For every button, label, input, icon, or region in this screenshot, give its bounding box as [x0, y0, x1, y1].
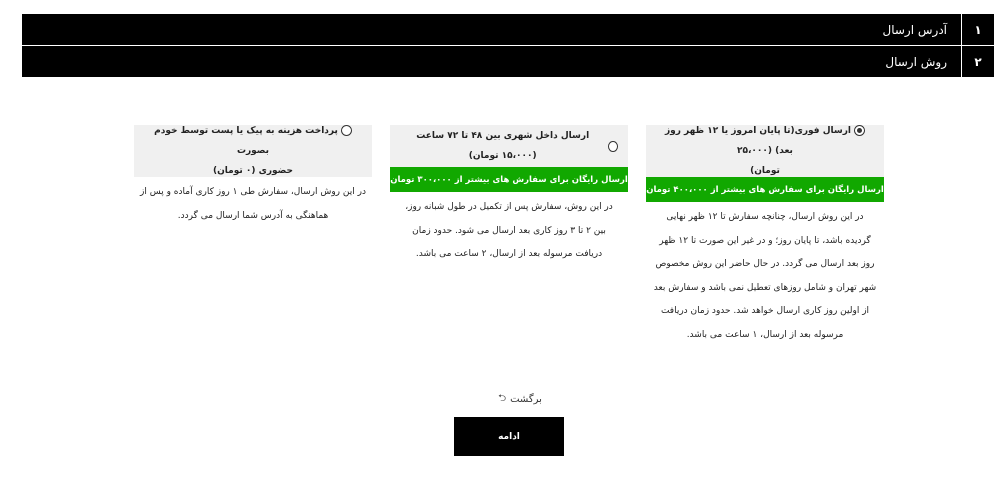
- option-title-line1: ارسال فوری(تا پایان امروز یا ۱۲ ظهر روز بعد) (۲۵،۰۰۰: [664, 126, 852, 156]
- radio-checked-icon[interactable]: [854, 125, 865, 136]
- description-line: دریافت مرسوله بعد از ارسال، ۲ ساعت می باشد.: [415, 249, 603, 259]
- description-line: بین ۲ تا ۳ روز کاری بعد ارسال می شود. حدود زمان: [412, 225, 606, 236]
- description-line: در این روش، سفارش پس از تکمیل در طول شبانه روز،: [405, 202, 613, 212]
- option-header[interactable]: [390, 125, 628, 167]
- shipping-option-intracity[interactable]: [390, 125, 628, 345]
- description-line: از اولین روز کاری ارسال خواهد شد. حدود زمان دریافت: [660, 306, 870, 316]
- description-line: گردیده باشد، تا پایان روز؛ و در غیر این صورت تا ۱۲ ظهر: [659, 235, 871, 246]
- back-label: برگشت: [510, 393, 542, 405]
- shipping-options: [134, 125, 884, 345]
- description-line: روز بعد ارسال می گردد. در حال حاضر این روش مخصوص: [655, 259, 875, 269]
- description-line: در این روش ارسال، سفارش طی ۱ روز کاری آماده و پس از: [140, 187, 366, 197]
- radio-unchecked-icon[interactable]: [608, 141, 618, 152]
- option-title-line1: پرداخت هزینه به پیک یا پست توسط خودم بصورت: [154, 126, 338, 156]
- return-arrow-icon: ⮌: [498, 392, 507, 404]
- option-title: ارسال داخل شهری بین ۴۸ تا ۷۲ ساعت (۱۵،۰۰۰ تومان): [416, 131, 590, 161]
- free-shipping-banner: ارسال رایگان برای سفارش های بیشتر از ۳۰۰،۰۰۰ تومان: [390, 167, 628, 192]
- option-header[interactable]: [646, 125, 884, 177]
- option-description: [134, 177, 372, 228]
- step-number: ۱: [961, 14, 994, 45]
- option-title-line2: تومان): [750, 166, 780, 176]
- step-address[interactable]: [22, 14, 994, 45]
- radio-unchecked-icon[interactable]: [341, 125, 352, 136]
- option-header[interactable]: [134, 125, 372, 177]
- step-title: آدرس ارسال: [882, 22, 947, 37]
- free-shipping-banner: ارسال رایگان برای سفارش های بیشتر از ۴۰۰،۰۰۰ تومان: [646, 177, 884, 202]
- option-title-line2: حضوری (۰ تومان): [212, 166, 294, 176]
- step-shipping-method[interactable]: [22, 46, 994, 77]
- back-link[interactable]: [480, 391, 560, 407]
- shipping-option-pay-on-delivery[interactable]: [134, 125, 372, 345]
- step-number: ۲: [961, 46, 994, 77]
- description-line: در این روش ارسال، چنانچه سفارش تا ۱۲ ظهر نهایی: [666, 212, 864, 222]
- description-line: هماهنگی به آدرس شما ارسال می گردد.: [177, 210, 329, 221]
- option-description: [390, 192, 628, 267]
- description-line: مرسوله بعد از ارسال، ۱ ساعت می باشد.: [686, 329, 844, 340]
- option-description: [646, 202, 884, 347]
- step-title: روش ارسال: [885, 54, 947, 69]
- continue-button[interactable]: ادامه: [454, 417, 564, 456]
- description-line: شهر تهران و شامل روزهای تعطیل نمی باشد و سفارش بعد: [653, 282, 877, 293]
- shipping-option-express[interactable]: [646, 125, 884, 345]
